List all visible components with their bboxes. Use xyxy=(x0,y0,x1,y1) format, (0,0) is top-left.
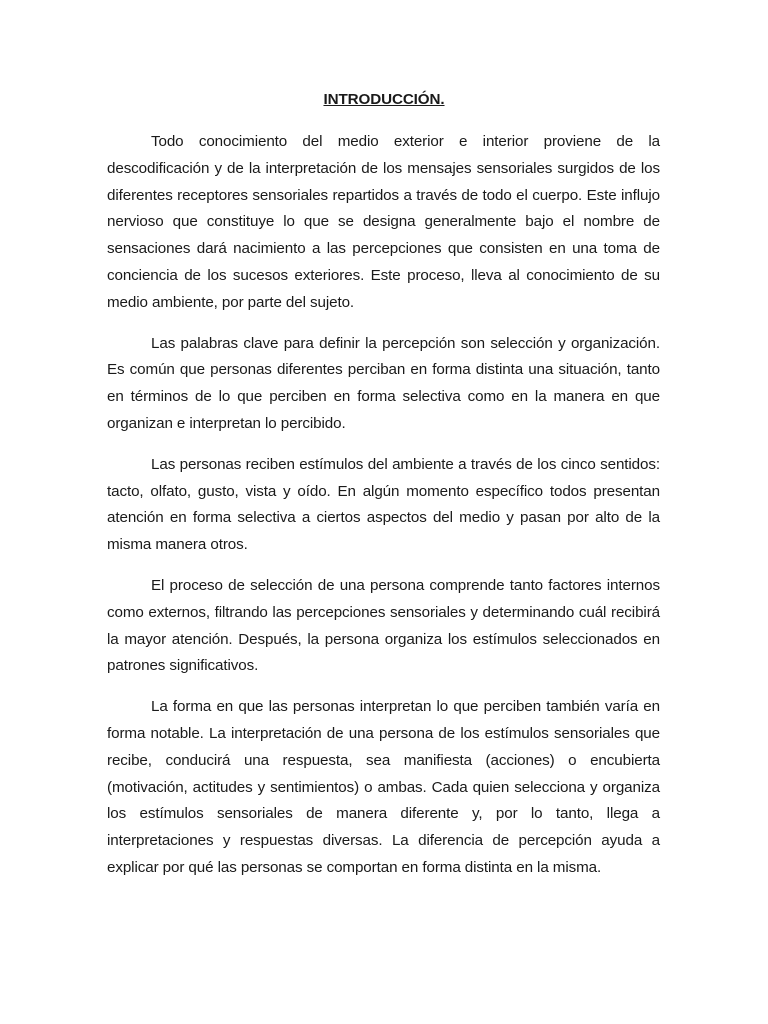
paragraph-2: Las palabras clave para definir la percepción son selección y organización. Es común que personas diferentes perciban en forma distinta una situación, tanto en términos de lo que perciben en forma selectiva como en la manera en que organizan e interpretan lo percibido. xyxy=(107,334,660,432)
document-body xyxy=(107,129,660,896)
paragraph-3: Las personas reciben estímulos del ambiente a través de los cinco sentidos: tacto, olfato, gusto, vista y oído. En algún momento específico todos presentan atención en forma selectiva a ciertos aspectos del medio y pasan por alto de la misma manera otros. xyxy=(107,455,660,554)
document-title: INTRODUCCIÓN. xyxy=(323,91,445,108)
paragraph-1: Todo conocimiento del medio exterior e interior proviene de la descodificación y de la interpretación de los mensajes sensoriales surgidos de los diferentes receptores sensoriales repartidos a través de todo el cuerpo. Este influjo nervioso que constituye lo que se designa generalmente bajo el nombre de sensaciones dará nacimiento a las percepciones que consisten en una toma de conciencia de los sucesos exteriores. Este proceso, lleva al conocimiento de su medio ambiente, por parte del sujeto. xyxy=(107,133,660,311)
paragraph-5: La forma en que las personas interpretan lo que perciben también varía en forma notable. La interpretación de una persona de los estímulos sensoriales que recibe, conducirá una respuesta, sea manifiesta (acciones) o encubierta (motivación, actitudes y sentimientos) o ambas. Cada quien selecciona y organiza los estímulos sensoriales de manera diferente y, por lo tanto, llega a interpretaciones y respuestas diversas. La diferencia de percepción ayuda a explicar por qué las personas se comportan en forma distinta en la misma. xyxy=(107,698,660,876)
paragraph-4: El proceso de selección de una persona comprende tanto factores internos como externos, filtrando las percepciones sensoriales y determinando cuál recibirá la mayor atención. Después, la persona organiza los estímulos seleccionados en patrones significativos. xyxy=(107,576,660,675)
